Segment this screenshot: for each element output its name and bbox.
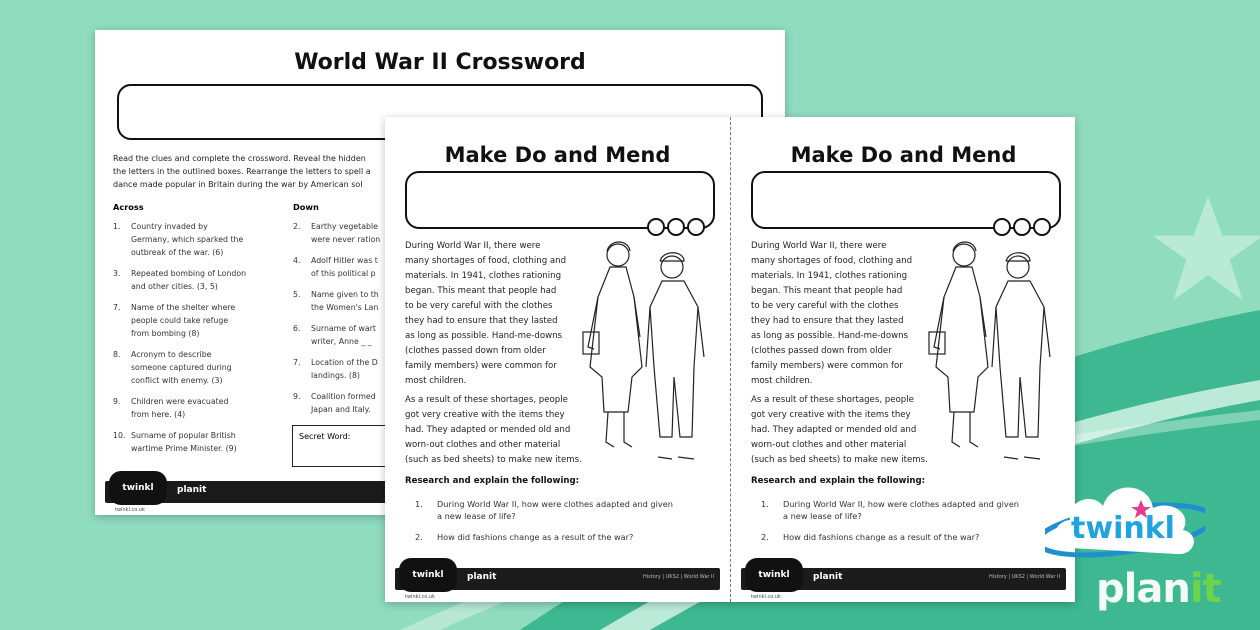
clue-number: 8. [113,350,121,359]
paragraph-line: family members) were common for [405,361,557,371]
question-line: a new lease of life? [783,511,862,521]
clue-text [131,429,251,455]
footer-meta: History | UKS2 | World War II [642,574,714,580]
clue-line: Location of the D [311,358,378,367]
clue-line: wartime Prime Minister. (9) [131,444,237,453]
clue-line: Country invaded by [131,222,208,231]
page-title: Make Do and Mend [790,143,1017,167]
clue-text [131,220,251,259]
clue-line: someone captured during [131,363,232,372]
planit-label: planit [177,485,207,495]
question-number: 2. [761,532,769,542]
research-heading: Research and explain the following: [405,476,580,486]
clue-text [131,395,251,421]
question-number: 2. [415,532,423,542]
paragraph-line: got very creative with the items they [751,410,911,420]
clue-number: 7. [113,303,121,312]
clue-item [113,220,263,259]
paragraph-line: as long as possible. Hand-me-downs [405,331,563,341]
clue-item [113,348,263,387]
paragraph-line: materials. In 1941, clothes rationing [405,271,562,281]
question [405,531,705,557]
clue-line: Surname of popular British [131,431,236,440]
clue-item [113,395,263,421]
clue-line: of this political p [311,269,376,278]
paragraph-line: materials. In 1941, clothes rationing [751,271,908,281]
research-heading: Research and explain the following: [751,476,926,486]
twinkl-logo: twinkl [109,471,167,505]
clue-line: from bombing (8) [131,329,200,338]
footer-url: twinkl.co.uk [751,594,781,600]
worksheet-footer [395,568,720,600]
twinkl-wordmark: twinkl [1071,511,1175,546]
worksheet-page-right [730,117,1075,602]
question-line: How did fashions change as a result of the war? [437,532,634,542]
footer-url: twinkl.co.uk [405,594,435,600]
paragraph-line: had. They adapted or mended old and [751,425,917,435]
paragraph-line: got very creative with the items they [405,410,565,420]
clue-number: 9. [113,397,121,406]
secret-word-box [292,425,394,467]
paragraph-line: as long as possible. Hand-me-downs [751,331,909,341]
clue-number: 9. [293,392,301,401]
star-icon [1148,190,1260,310]
paragraph-line: most children. [405,376,467,386]
paragraph-line: many shortages of food, clothing and [405,256,567,266]
clue-line: Germany, which sparked the [131,235,244,244]
clue-number: 7. [293,358,301,367]
question-line: How did fashions change as a result of the war? [783,532,980,542]
clue-line: Name given to th [311,290,379,299]
clue-line: the Women's Lan [311,303,379,312]
page-title: Make Do and Mend [444,143,671,167]
paragraph-line: (clothes passed down from older [405,346,546,356]
question-number: 1. [761,499,769,509]
planit-brand [1096,566,1221,612]
paragraph-line: many shortages of food, clothing and [751,256,913,266]
twinkl-logo: twinkl [399,558,457,592]
question [751,531,1051,557]
question [405,498,705,524]
clue-line: outbreak of the war. (6) [131,248,224,257]
answer-circles [647,218,705,236]
paragraph-line: began. This meant that people had [751,286,903,296]
question-text [783,531,1043,543]
clue-line: Adolf Hitler was t [311,256,378,265]
circle-icon [1033,218,1051,236]
paragraph-line: (such as bed sheets) to make new items. [751,455,928,465]
planit-label: planit [467,572,497,582]
paragraph-line: they had to ensure that they lasted [751,316,904,326]
clue-line: landings. (8) [311,371,360,380]
planit-suffix: it [1189,566,1221,612]
paragraph-line: had. They adapted or mended old and [405,425,571,435]
clue-line: Acronym to describe [131,350,212,359]
worksheet-page-left [385,117,730,602]
wartime-couple-illustration [926,237,1056,467]
clue-line: Surname of wart [311,324,376,333]
clue-text [131,301,251,340]
clue-line: Name of the shelter where [131,303,236,312]
clue-number: 10. [113,431,126,440]
clue-line: Earthy vegetable [311,222,378,231]
paragraph-line: to be very careful with the clothes [405,301,553,311]
clue-number: 3. [113,269,121,278]
planit-prefix: plan [1096,566,1190,612]
secret-word-label: Secret Word: [299,432,351,441]
question-line: During World War II, how were clothes adapted and given [437,499,673,509]
question-text [437,531,697,543]
paragraph-line: During World War II, there were [751,241,887,251]
paragraph-line: (clothes passed down from older [751,346,892,356]
footer-meta: History | UKS2 | World War II [988,574,1060,580]
question-line: During World War II, how were clothes adapted and given [783,499,1019,509]
clue-line: were never ration [311,235,381,244]
question-text [783,498,1043,522]
wartime-couple-illustration [580,237,710,467]
paragraph-line: most children. [751,376,813,386]
circle-icon [667,218,685,236]
clue-item [113,301,263,340]
clue-line: from here. (4) [131,410,186,419]
crossword-title: World War II Crossword [294,50,586,75]
circle-icon [647,218,665,236]
clue-number: 1. [113,222,121,231]
clue-item [113,429,263,455]
clue-number: 4. [293,256,301,265]
circle-icon [687,218,705,236]
clue-line: Coalition formed [311,392,376,401]
answer-circles [993,218,1051,236]
paragraph-line: worn-out clothes and other material [751,440,907,450]
clue-line: conflict with enemy. (3) [131,376,223,385]
worksheet-footer [741,568,1066,600]
clue-item [113,267,263,293]
clue-number: 6. [293,324,301,333]
paragraph-line: As a result of these shortages, people [405,395,568,405]
clue-line: Children were evacuated [131,397,229,406]
intro-line: dance made popular in Britain during the war by American sol [113,180,363,189]
paragraph-line: (such as bed sheets) to make new items. [405,455,582,465]
question [751,498,1051,524]
intro-line: the letters in the outlined boxes. Rearrange the letters to spell a [113,167,371,176]
paragraph-line: family members) were common for [751,361,903,371]
down-heading: Down [293,202,319,212]
across-heading: Across [113,202,144,212]
clue-line: Japan and Italy. [311,405,371,414]
paragraph-line: During World War II, there were [405,241,541,251]
paragraph-line: they had to ensure that they lasted [405,316,558,326]
clue-number: 5. [293,290,301,299]
question-line: a new lease of life? [437,511,516,521]
clue-number: 2. [293,222,301,231]
planit-label: planit [813,572,843,582]
footer-url: twinkl.co.uk [115,507,145,513]
make-do-and-mend-worksheet[interactable] [385,117,1075,602]
intro-line: Read the clues and complete the crossword. Reveal the hidden [113,154,366,163]
circle-icon [993,218,1011,236]
paragraph-line: began. This meant that people had [405,286,557,296]
clue-text [131,267,251,293]
clue-line: people could take refuge [131,316,229,325]
question-text [437,498,697,522]
clue-line: writer, Anne _ _ [311,337,372,346]
circle-icon [1013,218,1031,236]
clue-line: and other cities. (3, 5) [131,282,218,291]
paragraph-line: worn-out clothes and other material [405,440,561,450]
twinkl-logo: twinkl [745,558,803,592]
paragraph-line: to be very careful with the clothes [751,301,899,311]
clue-line: Repeated bombing of London [131,269,247,278]
twinkl-cloud-logo [1045,470,1205,568]
paragraph-line: As a result of these shortages, people [751,395,914,405]
question-number: 1. [415,499,423,509]
clue-text [131,348,251,387]
